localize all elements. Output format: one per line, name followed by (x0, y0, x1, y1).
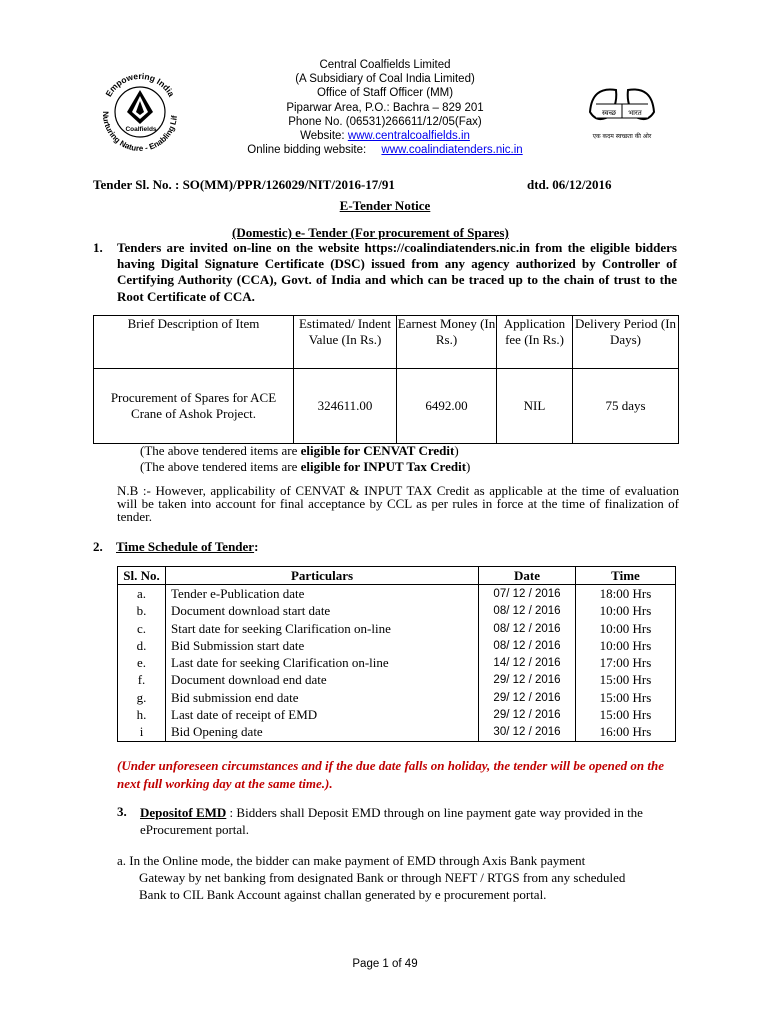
table-row (118, 654, 676, 671)
schedule-table (117, 566, 676, 742)
cenvat-note-prefix: (The above tendered items are (140, 443, 301, 458)
section-3a-line: Gateway by net banking from designated Bank or through NEFT / RTGS from any scheduled (139, 870, 626, 885)
subsidiary-line: (A Subsidiary of Coal India Limited) (295, 73, 475, 86)
table-row (118, 637, 676, 654)
schedule-date: 08/ 12 / 2016 (479, 603, 576, 620)
item-description: Procurement of Spares for ACE Crane of Ashok Project. (94, 369, 294, 444)
section-1-text: Tenders are invited on-line on the website https://coalindiatenders.nic.in from the eligible bidders having Digital Signature Certificate (DSC) issued from any agency authorized by Controller of Certifying Authority (CCA), Govt. of India and which can be traced up to the chain of trust to the Root Certificate of CCA. (117, 240, 677, 304)
website-label: Website: (300, 130, 345, 143)
input-note-prefix: (The above tendered items are (140, 459, 301, 474)
schedule-sl: c. (118, 620, 166, 637)
section-1-number: 1. (93, 240, 103, 255)
schedule-particular: Bid Opening date (166, 724, 479, 742)
schedule-time: 15:00 Hrs (576, 672, 676, 689)
schedule-particular: Bid Submission start date (166, 637, 479, 654)
item-indent-value: 324611.00 (294, 369, 397, 444)
tender-date: dtd. 06/12/2016 (527, 177, 612, 192)
website-line (200, 129, 570, 143)
schedule-date: 29/ 12 / 2016 (479, 672, 576, 689)
table-row (118, 689, 676, 706)
schedule-header (118, 567, 676, 585)
schedule-time: 15:00 Hrs (576, 706, 676, 723)
items-table-row (94, 369, 679, 444)
table-row (118, 724, 676, 742)
schedule-sl: e. (118, 654, 166, 671)
schedule-time: 10:00 Hrs (576, 603, 676, 620)
address-line: Piparwar Area, P.O.: Bachra – 829 201 (286, 101, 484, 114)
schedule-date: 08/ 12 / 2016 (479, 637, 576, 654)
schedule-date: 29/ 12 / 2016 (479, 706, 576, 723)
schedule-time: 10:00 Hrs (576, 637, 676, 654)
schedule-header-cell: Date (479, 567, 576, 585)
schedule-time: 18:00 Hrs (576, 585, 676, 603)
ccl-logo (95, 64, 185, 160)
schedule-particular: Start date for seeking Clarification on-line (166, 620, 479, 637)
schedule-sl: b. (118, 603, 166, 620)
section-3-number: 3. (117, 804, 127, 819)
section-2-title: Time Schedule of Tender (116, 539, 255, 554)
schedule-particular: Last date for seeking Clarification on-line (166, 654, 479, 671)
schedule-sl: h. (118, 706, 166, 723)
schedule-sl: a. (118, 585, 166, 603)
logo-tagline: एक कदम स्वच्छता की ओर (592, 133, 652, 140)
table-row (118, 603, 676, 620)
item-delivery-period: 75 days (573, 369, 679, 444)
cenvat-note-bold: eligible for CENVAT Credit (300, 443, 455, 458)
schedule-time: 10:00 Hrs (576, 620, 676, 637)
schedule-particular: Tender e-Publication date (166, 585, 479, 603)
schedule-sl: g. (118, 689, 166, 706)
items-table-header (94, 316, 679, 369)
cenvat-note (140, 443, 470, 459)
schedule-header-cell: Time (576, 567, 676, 585)
items-table (93, 315, 679, 444)
input-note-bold: eligible for INPUT Tax Credit (300, 459, 467, 474)
website-link[interactable]: www.centralcoalfields.in (347, 130, 470, 143)
item-application-fee: NIL (497, 369, 573, 444)
input-tax-note (140, 459, 470, 475)
schedule-date: 07/ 12 / 2016 (479, 585, 576, 603)
table-row (118, 620, 676, 637)
bidding-website-link[interactable]: www.coalindiatenders.nic.in (381, 144, 523, 157)
company-name: Central Coalfields Limited (319, 59, 451, 71)
schedule-particular: Last date of receipt of EMD (166, 706, 479, 723)
schedule-particular: Document download start date (166, 603, 479, 620)
schedule-date: 30/ 12 / 2016 (479, 724, 576, 742)
schedule-sl: d. (118, 637, 166, 654)
bidding-website-label: Online bidding website: (247, 144, 367, 157)
notice-subtitle: (Domestic) e- Tender (For procurement of Spares) (232, 225, 509, 240)
schedule-date: 08/ 12 / 2016 (479, 620, 576, 637)
credit-notes (140, 443, 470, 475)
schedule-header-cell: Particulars (166, 567, 479, 585)
section-2-colon: : (254, 539, 259, 554)
section-3-text (140, 804, 680, 838)
phone-line: Phone No. (06531)266611/12/05(Fax) (288, 115, 482, 128)
logo-ring-bottom-text: Nurturing Nature - Enabling Lif (100, 111, 179, 154)
schedule-time: 15:00 Hrs (576, 689, 676, 706)
section-2-number: 2. (93, 539, 103, 554)
input-note-suffix: ) (466, 459, 471, 474)
bidding-website-line (200, 143, 570, 157)
items-header-cell: Application fee (In Rs.) (497, 316, 573, 369)
section-3a (117, 852, 677, 903)
nb-note: N.B :- However, applicability of CENVAT & INPUT TAX Credit as applicable at the time of evaluation will be taken into account for final acceptance by CCL as per rules in force at the time of finalization of tender. (117, 483, 679, 524)
items-header-cell: Estimated/ Indent Value (In Rs.) (294, 316, 397, 369)
item-earnest-money: 6492.00 (397, 369, 497, 444)
section-3-body: : Bidders shall Deposit EMD through on line payment gate way provided in the eProcurement portal. (140, 805, 643, 837)
items-header-cell: Brief Description of Item (94, 316, 294, 369)
logo-ring-top-text: Empowering India (103, 70, 177, 99)
cenvat-note-suffix: ) (454, 443, 459, 458)
schedule-time: 17:00 Hrs (576, 654, 676, 671)
section-3-title: Depositof EMD (140, 805, 227, 820)
logo-brand-text: Coalfields (125, 126, 157, 133)
page-number: Page 1 of 49 (352, 958, 418, 970)
schedule-sl: i (118, 724, 166, 742)
logo-word-bharat: भारत (628, 109, 642, 117)
table-row (118, 585, 676, 603)
section-3a-line: a. In the Online mode, the bidder can make payment of EMD through Axis Bank payment (117, 853, 586, 868)
swachh-bharat-logo (582, 78, 662, 148)
schedule-time: 16:00 Hrs (576, 724, 676, 742)
schedule-particular: Bid submission end date (166, 689, 479, 706)
table-row (118, 706, 676, 723)
holiday-note: (Under unforeseen circumstances and if the due date falls on holiday, the tender will be opened on the next full working day at the same time.). (117, 758, 664, 791)
office-line: Office of Staff Officer (MM) (316, 87, 454, 100)
notice-title: E-Tender Notice (339, 198, 431, 213)
items-header-cell: Earnest Money (In Rs.) (397, 316, 497, 369)
section-3a-line: Bank to CIL Bank Account against challan generated by e procurement portal. (139, 887, 547, 902)
logo-word-swachh: स्वच्छ (601, 109, 617, 117)
items-header-cell: Delivery Period (In Days) (573, 316, 679, 369)
tender-number: Tender Sl. No. : SO(MM)/PPR/126029/NIT/2016-17/91 (93, 177, 395, 192)
table-row (118, 672, 676, 689)
schedule-sl: f. (118, 672, 166, 689)
section-2-heading (93, 539, 258, 555)
schedule-header-cell: Sl. No. (118, 567, 166, 585)
schedule-date: 14/ 12 / 2016 (479, 654, 576, 671)
letterhead (200, 58, 570, 157)
schedule-particular: Document download end date (166, 672, 479, 689)
schedule-date: 29/ 12 / 2016 (479, 689, 576, 706)
